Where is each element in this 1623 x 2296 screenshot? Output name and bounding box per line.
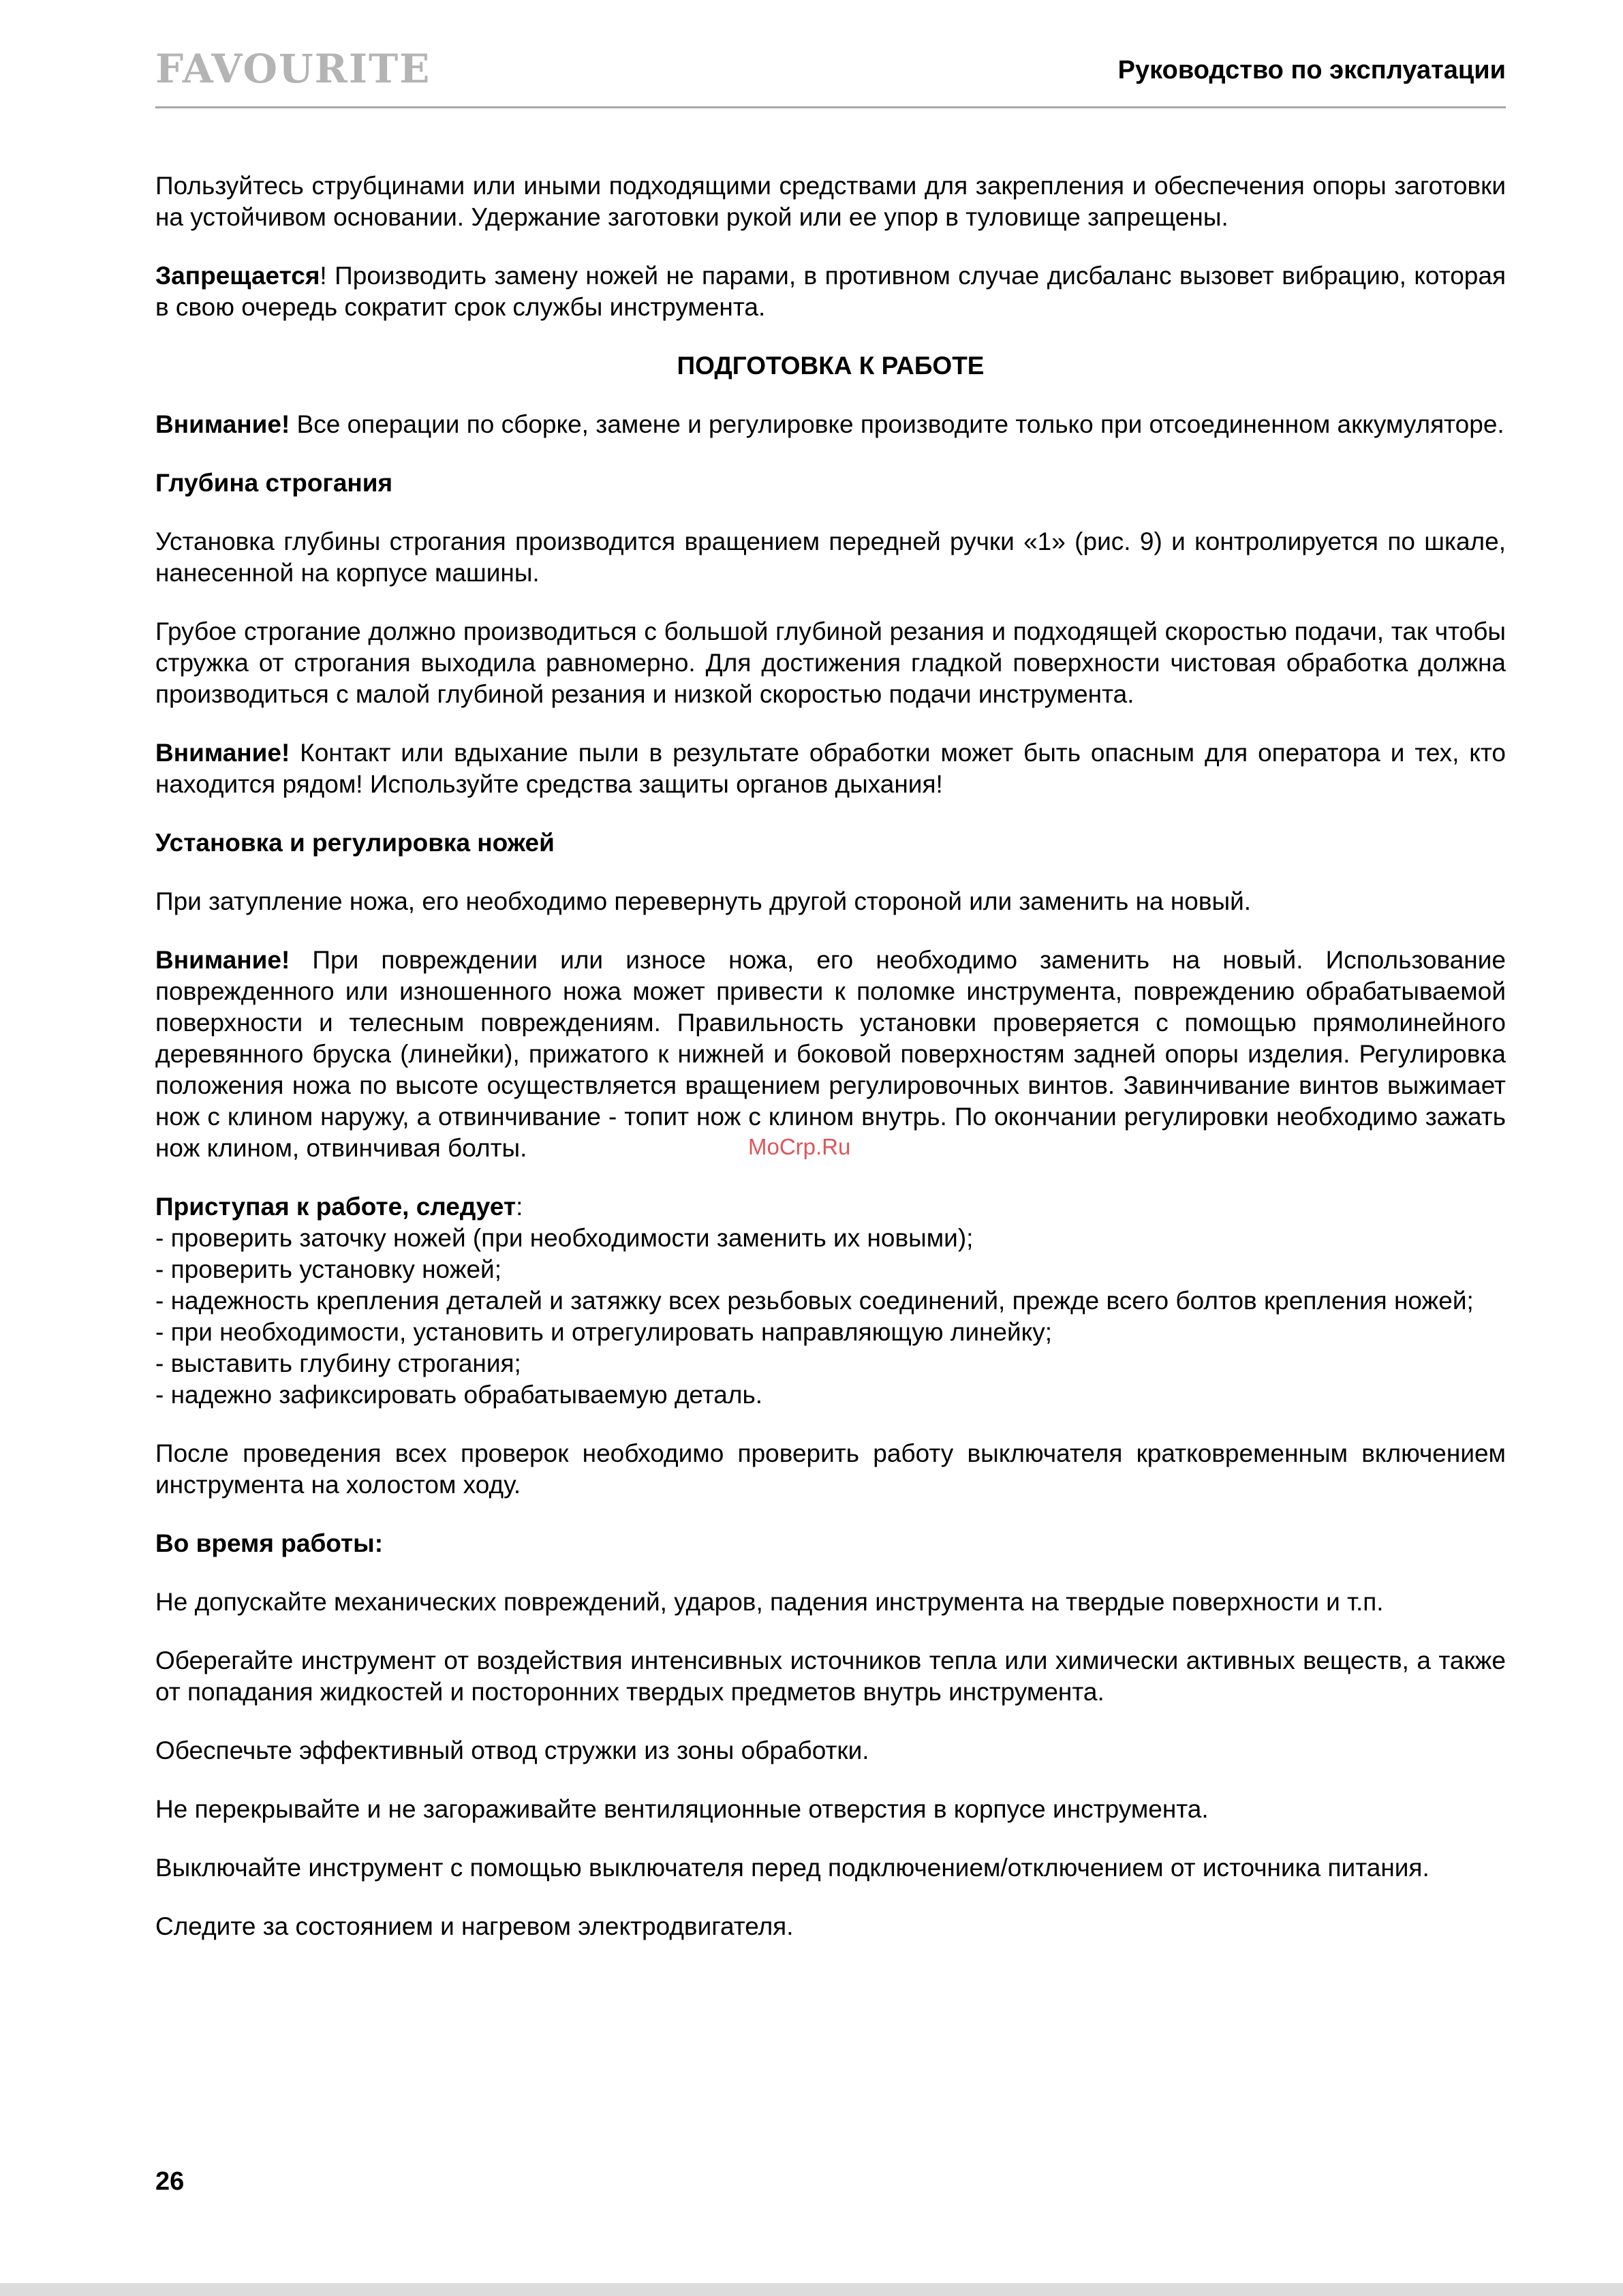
paragraph-no-damage: Не допускайте механических повреждений, ударов, падения инструмента на твердые поверхности и т.п.	[155, 1588, 1384, 1616]
page-header	[155, 42, 1506, 108]
page-content	[155, 170, 1506, 1970]
list-item: - при необходимости, установить и отрегулировать направляющую линейку;	[155, 1318, 1053, 1346]
watermark: MoCrp.Ru	[748, 1134, 851, 1159]
document-title: Руководство по эксплуатации	[1117, 56, 1506, 85]
paragraph-motor-monitor: Следите за состоянием и нагревом электродвигателя.	[155, 1912, 794, 1940]
page-bottom-edge	[0, 2283, 1623, 2296]
paragraph-attention-dust	[155, 737, 1506, 800]
paragraph-blunt-knife: При затупление ножа, его необходимо перевернуть другой стороной или заменить на новый.	[155, 887, 1252, 915]
attention-label: Внимание!	[155, 739, 290, 767]
heading-planing-depth: Глубина строгания	[155, 469, 393, 497]
paragraph-rough-planing: Грубое строгание должно производиться с большой глубиной резания и подходящей скоростью подачи, так чтобы стружка от строгания выходила равномерно. Для достижения гладкой поверхности чистовая обработка должна производиться с малой глубиной резания и низкой скоростью подачи инструмента.	[155, 617, 1506, 708]
paragraph-protect-tool: Оберегайте инструмент от воздействия интенсивных источников тепла или химически активных веществ, а также от попадания жидкостей и посторонних твердых предметов внутрь инструмента.	[155, 1647, 1506, 1706]
prohibited-label: Запрещается	[155, 262, 320, 290]
start-work-heading	[155, 1191, 1506, 1223]
paragraph-attention-knife-damage	[155, 945, 1506, 1164]
prohibited-text: ! Производить замену ножей не парами, в противном случае дисбаланс вызовет вибрацию, которая в свою очередь сократит срок службы инструмента.	[155, 262, 1506, 321]
list-item: - проверить заточку ножей (при необходимости заменить их новыми);	[155, 1224, 974, 1252]
paragraph-chip-removal: Обеспечьте эффективный отвод стружки из зоны обработки.	[155, 1736, 869, 1764]
attention-text: Все операции по сборке, замене и регулировке производите только при отсоединенном аккумуляторе.	[290, 410, 1504, 438]
checklist	[155, 1223, 1506, 1411]
heading-during-work: Во время работы:	[155, 1529, 384, 1557]
attention-label: Внимание!	[155, 410, 290, 438]
start-work-label: Приступая к работе, следует	[155, 1193, 516, 1221]
paragraph-clamps: Пользуйтесь струбцинами или иными подходящими средствами для закрепления и обеспечения опоры заготовки на устойчивом основании. Удержание заготовки рукой или ее упор в туловище запрещены.	[155, 172, 1506, 231]
paragraph-depth-setting: Установка глубины строгания производится вращением передней ручки «1» (рис. 9) и контролируется по шкале, нанесенной на корпусе машины.	[155, 527, 1506, 587]
attention-text: При повреждении или износе ножа, его необходимо заменить на новый. Использование поврежденного или изношенного ножа может привести к поломке инструмента, повреждению обрабатываемой поверхности и телесным повреждениям. Правильность установки проверяется с помощью прямолинейного деревянного бруска (линейки), прижатого к нижней и боковой поверхностям задней опоры изделия. Регулировка положения ножа по высоте осуществляется вращением регулировочных винтов. Завинчивание винтов выжимает нож с клином наружу, а отвинчивание - топит нож с клином внутрь. По окончании регулировки необходимо зажать нож клином, отвинчивая болты.	[155, 946, 1506, 1162]
brand-logo: FAVOURITE	[155, 46, 431, 92]
attention-label: Внимание!	[155, 946, 290, 974]
paragraph-switch-check: После проведения всех проверок необходимо проверить работу выключателя кратковременным включением инструмента на холостом ходу.	[155, 1439, 1506, 1499]
attention-text: Контакт или вдыхание пыли в результате обработки может быть опасным для оператора и тех, кто находится рядом! Используйте средства защиты органов дыхания!	[155, 739, 1506, 798]
page-number: 26	[155, 2167, 185, 2196]
list-item: - надежность крепления деталей и затяжку всех резьбовых соединений, прежде всего болтов крепления ножей;	[155, 1287, 1474, 1315]
list-item: - надежно зафиксировать обрабатываемую деталь.	[155, 1381, 763, 1409]
section-title-preparation: ПОДГОТОВКА К РАБОТЕ	[677, 352, 985, 380]
list-item: - проверить установку ножей;	[155, 1255, 501, 1283]
paragraph-attention-assembly	[155, 409, 1506, 440]
start-work-colon: :	[516, 1193, 523, 1221]
paragraph-switch-off: Выключайте инструмент с помощью выключателя перед подключением/отключением от источника питания.	[155, 1854, 1429, 1882]
paragraph-prohibited	[155, 260, 1506, 323]
heading-knife-adjustment: Установка и регулировка ножей	[155, 829, 555, 857]
list-item: - выставить глубину строгания;	[155, 1349, 521, 1377]
paragraph-ventilation: Не перекрывайте и не загораживайте вентиляционные отверстия в корпусе инструмента.	[155, 1795, 1209, 1823]
